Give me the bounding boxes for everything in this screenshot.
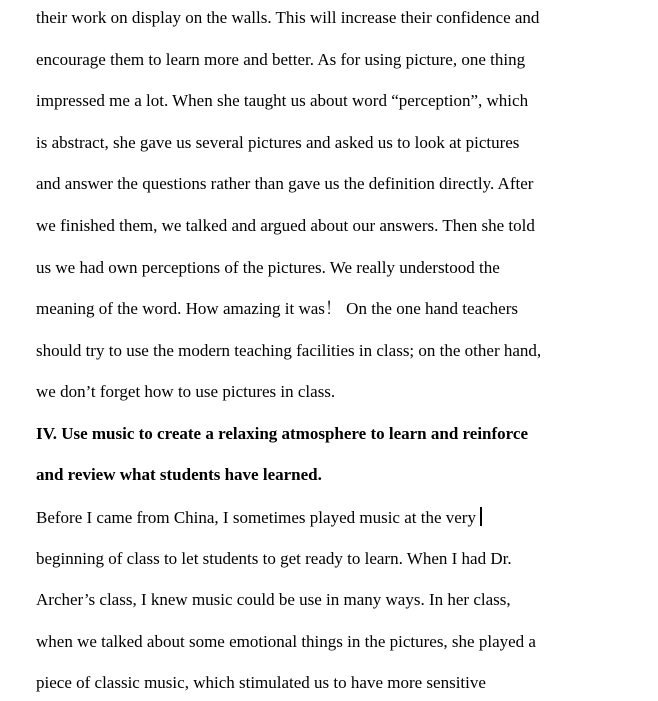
section-heading-line: IV. Use music to create a relaxing atmosphere to learn and reinforce bbox=[36, 424, 528, 443]
paragraph-line: impressed me a lot. When she taught us about word “perception”, which bbox=[36, 91, 529, 110]
paragraph-line: encourage them to learn more and better. As for using picture, one thing bbox=[36, 50, 526, 69]
paragraph-line: when we talked about some emotional things in the pictures, she played a bbox=[36, 632, 536, 651]
paragraph-line: should try to use the modern teaching facilities in class; on the other hand, bbox=[36, 341, 542, 360]
paragraph-line: us we had own perceptions of the pictures. We really understood the bbox=[36, 258, 500, 277]
section-heading-line: and review what students have learned. bbox=[36, 465, 322, 484]
paragraph-line: meaning of the word. How amazing it was！ On the one hand teachers bbox=[36, 299, 518, 318]
paragraph-line: their work on display on the walls. This will increase their confidence and bbox=[36, 8, 540, 27]
paragraph-line-with-cursor[interactable] bbox=[36, 507, 482, 528]
text-cursor bbox=[480, 507, 482, 526]
paragraph-line: piece of classic music, which stimulated us to have more sensitive bbox=[36, 673, 486, 692]
paragraph-line: Archer’s class, I knew music could be use in many ways. In her class, bbox=[36, 590, 511, 609]
paragraph-line: is abstract, she gave us several pictures and asked us to look at pictures bbox=[36, 133, 520, 152]
paragraph-line: we don’t forget how to use pictures in class. bbox=[36, 382, 336, 401]
paragraph-line: we finished them, we talked and argued about our answers. Then she told bbox=[36, 216, 535, 235]
paragraph-line: beginning of class to let students to get ready to learn. When I had Dr. bbox=[36, 549, 512, 568]
paragraph-line: Before I came from China, I sometimes played music at the very bbox=[36, 508, 476, 527]
paragraph-line: and answer the questions rather than gave us the definition directly. After bbox=[36, 174, 534, 193]
